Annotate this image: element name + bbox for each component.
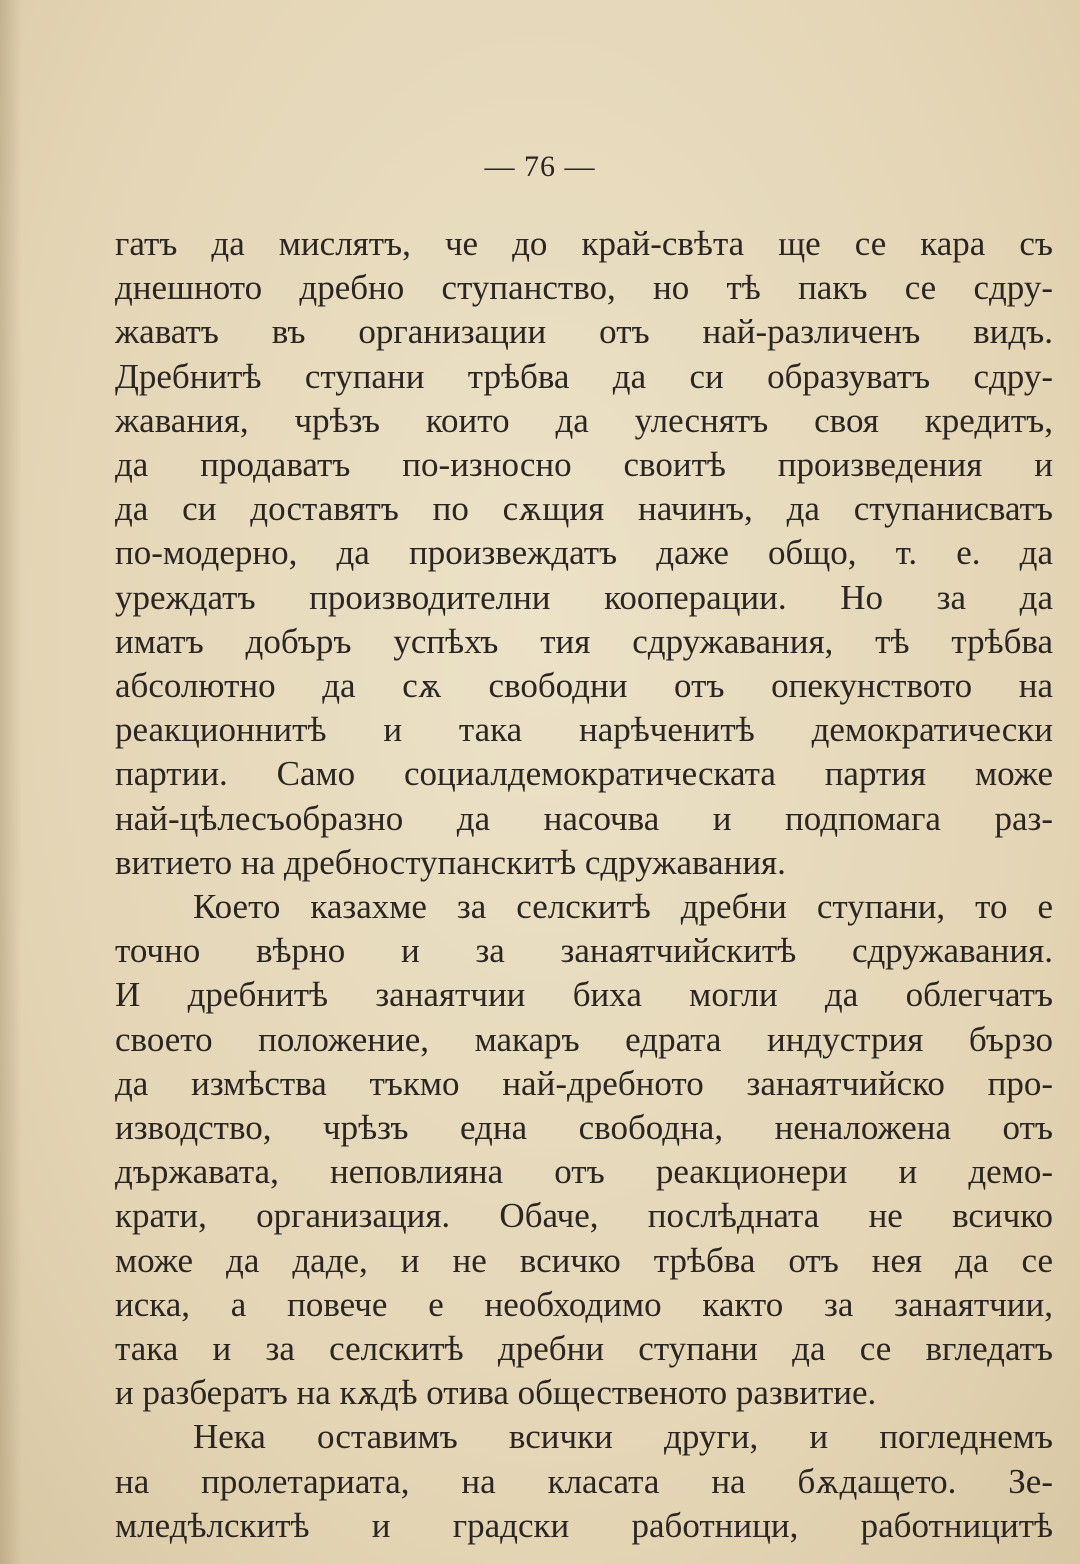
- body-text: [115, 222, 1053, 1548]
- text-line: Нека оставимъ всички други, и погледнемъ: [193, 1417, 1053, 1457]
- text-line: държавата, неповлияна отъ реакционери и демо-: [115, 1152, 1053, 1192]
- page-edge-shadow: [0, 0, 22, 1564]
- text-line: жаватъ въ организации отъ най-различенъ видъ.: [115, 312, 1053, 352]
- text-line: гатъ да мислятъ, че до край-свѣта ще се кара съ: [115, 224, 1053, 263]
- text-line: точно вѣрно и за занаятчийскитѣ сдружавания.: [115, 931, 1053, 971]
- text-line: мледѣлскитѣ и градски работници, работницитѣ: [115, 1505, 1053, 1545]
- text-line: най-цѣлесъобразно да насочва и подпомага раз-: [115, 798, 1053, 838]
- text-line: изводство, чрѣзъ една свободна, неналожена отъ: [115, 1108, 1053, 1148]
- text-line: уреждатъ производителни кооперации. Но за да: [115, 577, 1053, 617]
- text-line: И дребнитѣ занаятчии биха могли да облегчатъ: [115, 975, 1053, 1015]
- text-line: витието на дребноступанскитѣ сдружавания.: [115, 842, 786, 882]
- text-line: така и за селскитѣ дребни ступани да се вгледатъ: [115, 1329, 1053, 1369]
- text-line: може да даде, и не всичко трѣбва отъ нея да се: [115, 1240, 1053, 1280]
- text-line: жавания, чрѣзъ които да улеснятъ своя кредитъ,: [115, 400, 1053, 440]
- text-line: иматъ добъръ успѣхъ тия сдружавания, тѣ трѣбва: [115, 621, 1053, 661]
- text-line: Което казахме за селскитѣ дребни ступани, то е: [193, 887, 1053, 927]
- text-line: партии. Само социалдемократическата партия може: [115, 754, 1053, 794]
- text-line: и разбератъ на кѫдѣ отива общественото развитие.: [115, 1373, 877, 1413]
- text-line: да измѣства тъкмо най-дребното занаятчийско про-: [115, 1063, 1053, 1103]
- page-number: — 76 —: [484, 150, 596, 183]
- text-line: днешното дребно ступанство, но тѣ пакъ се сдру-: [115, 268, 1053, 308]
- text-line: реакционнитѣ и така нарѣченитѣ демократически: [115, 710, 1053, 750]
- text-line: крати, организация. Обаче, послѣдната не всичко: [115, 1196, 1053, 1236]
- text-line: да продаватъ по-износно своитѣ произведения и: [115, 445, 1053, 485]
- text-line: абсолютно да сѫ свободни отъ опекунството на: [115, 666, 1053, 706]
- text-line: по-модерно, да произвеждатъ даже общо, т. е. да: [115, 533, 1053, 573]
- text-line: своето положение, макаръ едрата индустрия бързо: [115, 1019, 1053, 1059]
- text-line: Дребнитѣ ступани трѣбва да си образуватъ сдру-: [115, 356, 1053, 396]
- text-line: иска, а повече е необходимо както за занаятчии,: [115, 1284, 1053, 1324]
- text-line: на пролетариата, на класата на бѫдащето. Зе-: [115, 1461, 1053, 1501]
- text-line: да си доставятъ по сѫщия начинъ, да ступанисватъ: [115, 489, 1053, 529]
